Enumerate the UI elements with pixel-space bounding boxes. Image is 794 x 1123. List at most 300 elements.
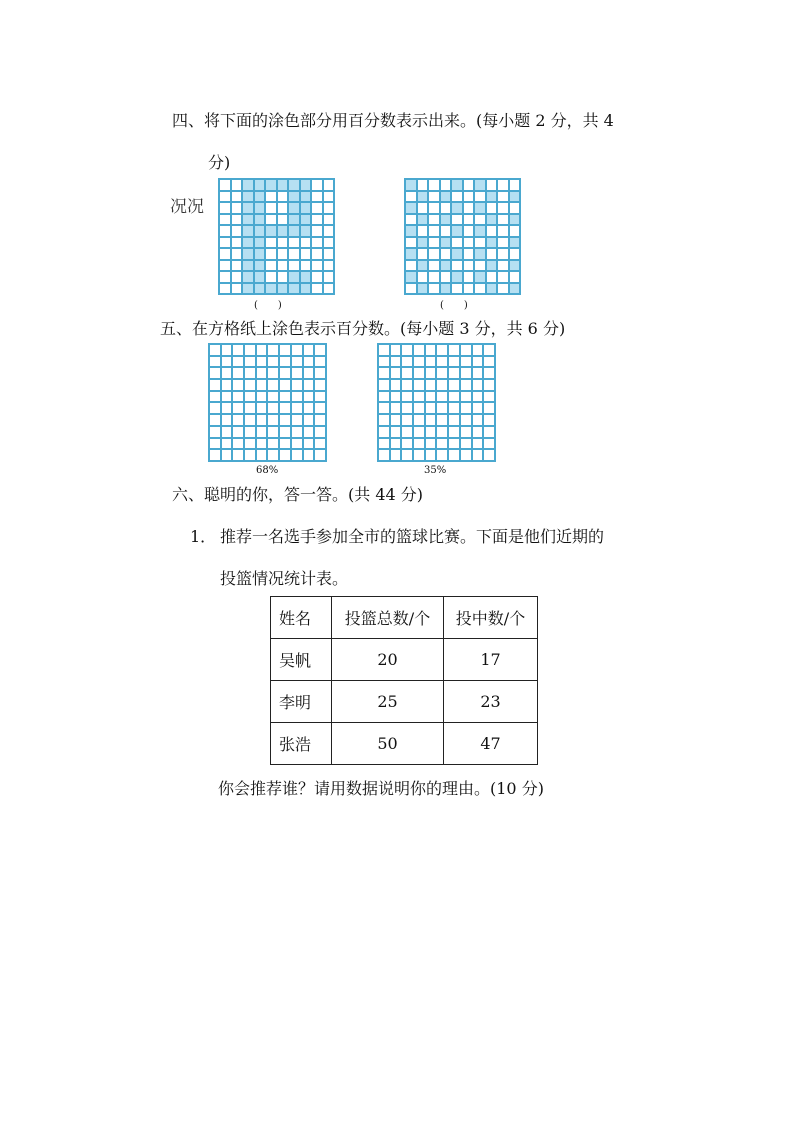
grid-cell (509, 260, 521, 272)
grid-cell (300, 202, 312, 214)
grid-cell (425, 356, 437, 368)
grid-cell (291, 438, 303, 450)
grid-cell (232, 402, 244, 414)
grid-cell (483, 426, 495, 438)
grid-cell (256, 426, 268, 438)
grid-cell (314, 356, 326, 368)
grid-cell (242, 260, 254, 272)
grid-cell (428, 214, 440, 226)
grid-cell (232, 438, 244, 450)
table-cell-hits: 17 (444, 639, 538, 681)
grid-cell (256, 449, 268, 461)
grid-cell (219, 225, 231, 237)
grid-cell (254, 191, 266, 203)
grid-cell (436, 449, 448, 461)
table-row (271, 639, 538, 681)
grid-cell (483, 414, 495, 426)
grid-cell (288, 260, 300, 272)
grid-cell (460, 426, 472, 438)
shaded-grid-1 (218, 178, 335, 295)
grid-cell (401, 426, 413, 438)
grid-cell (221, 344, 233, 356)
grid-cell (219, 202, 231, 214)
grid-cell (314, 344, 326, 356)
grid-cell (472, 449, 484, 461)
grid-cell (244, 367, 256, 379)
grid-cell (428, 179, 440, 191)
grid-cell (436, 367, 448, 379)
grid-cell (436, 438, 448, 450)
grid-cell (291, 449, 303, 461)
table-cell-name: 李明 (271, 681, 332, 723)
grid-cell (232, 426, 244, 438)
table-cell-total: 50 (332, 723, 444, 765)
grid-cell (314, 449, 326, 461)
grid-cell (486, 260, 498, 272)
grid-cell (323, 271, 335, 283)
grid-cell (279, 356, 291, 368)
grid-cell (472, 379, 484, 391)
grid-cell (277, 214, 289, 226)
grid-cell (497, 260, 509, 272)
grid-cell (291, 344, 303, 356)
grid-cell (483, 356, 495, 368)
grid-cell (486, 202, 498, 214)
grid-cell (413, 379, 425, 391)
grid-cell (390, 344, 402, 356)
grid-cell (413, 344, 425, 356)
grid-cell (314, 402, 326, 414)
table-cell-hits: 47 (444, 723, 538, 765)
grid-cell (291, 391, 303, 403)
grid-cell (279, 426, 291, 438)
grid-cell (483, 438, 495, 450)
grid-cell (483, 344, 495, 356)
grid-cell (311, 179, 323, 191)
grid-cell (460, 379, 472, 391)
grid-cell (219, 214, 231, 226)
grid-cell (279, 438, 291, 450)
grid-cell (401, 379, 413, 391)
grid-cell (390, 449, 402, 461)
grid-cell (209, 402, 221, 414)
grid-cell (425, 414, 437, 426)
grid-cell (265, 179, 277, 191)
grid-cell (303, 449, 315, 461)
grid-cell (440, 214, 452, 226)
grid-cell (265, 225, 277, 237)
table-cell-name: 张浩 (271, 723, 332, 765)
grid-cell (448, 367, 460, 379)
answer-blank-1: ( ) (254, 300, 282, 311)
shaded-grid-2 (404, 178, 521, 295)
grid-cell (314, 391, 326, 403)
grid-cell (472, 356, 484, 368)
grid-cell (314, 438, 326, 450)
margin-note: 况况 (170, 197, 204, 217)
grid-cell (401, 414, 413, 426)
grid-cell (378, 414, 390, 426)
grid-cell (428, 191, 440, 203)
grid-cell (311, 237, 323, 249)
grid-cell (460, 356, 472, 368)
grid-cell (440, 271, 452, 283)
grid-cell (474, 214, 486, 226)
grid-cell (440, 225, 452, 237)
grid-cell (303, 391, 315, 403)
grid-cell (254, 237, 266, 249)
grid-cell (405, 191, 417, 203)
grid-cell (401, 449, 413, 461)
grid-cell (219, 191, 231, 203)
grid-cell (417, 225, 429, 237)
table-header-total: 投篮总数/个 (332, 597, 444, 639)
grid-cell (219, 271, 231, 283)
grid-cell (244, 402, 256, 414)
blank-grid-68[interactable] (208, 343, 327, 462)
table-cell-name: 吴帆 (271, 639, 332, 681)
grid-cell (242, 283, 254, 295)
grid-cell (300, 237, 312, 249)
grid-cell (288, 225, 300, 237)
grid-cell (413, 426, 425, 438)
grid-cell (314, 414, 326, 426)
grid-cell (311, 260, 323, 272)
grid-cell (451, 179, 463, 191)
grid-cell (448, 344, 460, 356)
grid-cell (440, 283, 452, 295)
grid-cell (244, 391, 256, 403)
grid-cell (413, 438, 425, 450)
table-header-name: 姓名 (271, 597, 332, 639)
grid-cell (413, 414, 425, 426)
grid-cell (254, 202, 266, 214)
grid-cell (232, 356, 244, 368)
grid-cell (425, 367, 437, 379)
table-header-hits: 投中数/个 (444, 597, 538, 639)
grid-cell (378, 344, 390, 356)
grid-cell (483, 449, 495, 461)
grid-cell (209, 426, 221, 438)
table-cell-total: 25 (332, 681, 444, 723)
grid-cell (460, 449, 472, 461)
grid-cell (378, 379, 390, 391)
grid-cell (323, 248, 335, 260)
grid-cell (428, 271, 440, 283)
grid-cell (509, 214, 521, 226)
grid-cell (440, 191, 452, 203)
grid-cell (303, 438, 315, 450)
section-5-title: 五、在方格纸上涂色表示百分数。(每小题 3 分，共 6 分) (160, 319, 566, 338)
grid-cell (451, 191, 463, 203)
grid-cell (303, 414, 315, 426)
grid-cell (390, 402, 402, 414)
grid-cell (254, 225, 266, 237)
grid-cell (425, 344, 437, 356)
grid-cell (244, 449, 256, 461)
grid-cell (425, 402, 437, 414)
grid-cell (378, 449, 390, 461)
grid-cell (486, 271, 498, 283)
grid-cell (413, 356, 425, 368)
grid-cell (460, 414, 472, 426)
grid-cell (509, 179, 521, 191)
grid-cell (417, 179, 429, 191)
grid-cell (483, 402, 495, 414)
grid-cell (277, 191, 289, 203)
grid-cell (221, 402, 233, 414)
grid-cell (323, 214, 335, 226)
grid-cell (428, 260, 440, 272)
grid-cell (460, 402, 472, 414)
grid-cell (451, 214, 463, 226)
grid-cell (221, 414, 233, 426)
grid-cell (279, 414, 291, 426)
grid-cell (497, 202, 509, 214)
grid-cell (425, 449, 437, 461)
grid-cell (242, 237, 254, 249)
table-cell-hits: 23 (444, 681, 538, 723)
grid-cell (291, 356, 303, 368)
grid-cell (231, 202, 243, 214)
grid-cell (209, 367, 221, 379)
grid-cell (425, 379, 437, 391)
grid-cell (232, 367, 244, 379)
grid-cell (390, 414, 402, 426)
question-1-text-continuation: 投篮情况统计表。 (220, 569, 349, 588)
grid-cell (267, 438, 279, 450)
grid-cell (279, 391, 291, 403)
grid-cell (219, 237, 231, 249)
grid-cell (265, 214, 277, 226)
grid-cell (242, 248, 254, 260)
grid-cell (378, 426, 390, 438)
grid-cell (267, 402, 279, 414)
grid-cell (460, 344, 472, 356)
grid-cell (232, 391, 244, 403)
grid-cell (256, 414, 268, 426)
grid-cell (486, 283, 498, 295)
grid-cell (231, 225, 243, 237)
grid-cell (425, 438, 437, 450)
grid-cell (300, 271, 312, 283)
grid-cell (291, 414, 303, 426)
grid-cell (486, 248, 498, 260)
grid-cell (221, 449, 233, 461)
grid-cell (267, 356, 279, 368)
grid-cell (265, 202, 277, 214)
grid-cell (323, 225, 335, 237)
question-1-prompt: 你会推荐谁？请用数据说明你的理由。(10 分) (218, 779, 544, 798)
grid-cell (291, 402, 303, 414)
grid-cell (425, 391, 437, 403)
grid-cell (483, 379, 495, 391)
grid-cell (311, 225, 323, 237)
grid-cell (221, 438, 233, 450)
grid-cell (323, 202, 335, 214)
grid-cell (323, 179, 335, 191)
grid-cell (417, 202, 429, 214)
grid-cell (401, 391, 413, 403)
grid-cell (463, 214, 475, 226)
grid-cell (463, 191, 475, 203)
grid-cell (472, 391, 484, 403)
section-6-title: 六、聪明的你，答一答。(共 44 分) (172, 485, 424, 504)
grid-cell (300, 179, 312, 191)
grid-cell (300, 214, 312, 226)
table-cell-total: 20 (332, 639, 444, 681)
grid-cell (378, 438, 390, 450)
grid-cell (405, 202, 417, 214)
grid-cell (256, 344, 268, 356)
grid-cell (405, 225, 417, 237)
grid-cell (486, 191, 498, 203)
grid-cell (417, 271, 429, 283)
grid-cell (378, 367, 390, 379)
grid-cell (460, 367, 472, 379)
grid-cell (232, 379, 244, 391)
grid-cell (267, 426, 279, 438)
grid-cell (277, 179, 289, 191)
grid-cell (303, 356, 315, 368)
grid-cell (405, 271, 417, 283)
grid-cell (436, 344, 448, 356)
grid-cell (390, 426, 402, 438)
grid-cell (405, 283, 417, 295)
grid-cell (231, 260, 243, 272)
grid-cell (244, 426, 256, 438)
grid-cell (451, 271, 463, 283)
grid-cell (509, 202, 521, 214)
grid-cell (219, 283, 231, 295)
grid-cell (265, 283, 277, 295)
grid-cell (209, 379, 221, 391)
grid-cell (291, 426, 303, 438)
grid-cell (265, 191, 277, 203)
grid-cell (451, 260, 463, 272)
grid-cell (405, 248, 417, 260)
grid-cell (463, 237, 475, 249)
table-header-row (271, 597, 538, 639)
table-row (271, 681, 538, 723)
grid-cell (417, 191, 429, 203)
grid-cell (267, 344, 279, 356)
grid-cell (267, 379, 279, 391)
grid-cell (254, 248, 266, 260)
table-row (271, 723, 538, 765)
grid-cell (474, 225, 486, 237)
grid-cell (448, 438, 460, 450)
grid-cell (288, 179, 300, 191)
grid-cell (256, 438, 268, 450)
grid-cell (448, 449, 460, 461)
grid-cell (463, 179, 475, 191)
grid-cell (244, 356, 256, 368)
grid-cell (303, 344, 315, 356)
grid-cell (440, 260, 452, 272)
grid-cell (405, 214, 417, 226)
grid-cell (413, 402, 425, 414)
grid-cell (509, 283, 521, 295)
grid-cell (303, 379, 315, 391)
grid-cell (401, 367, 413, 379)
grid-cell (279, 379, 291, 391)
blank-grid-35[interactable] (377, 343, 496, 462)
grid-cell (474, 179, 486, 191)
grid-cell (428, 248, 440, 260)
grid-cell (451, 237, 463, 249)
grid-cell (472, 367, 484, 379)
grid-cell (463, 225, 475, 237)
grid-cell (413, 391, 425, 403)
grid-cell (232, 344, 244, 356)
grid-cell (256, 367, 268, 379)
grid-cell (231, 191, 243, 203)
grid-cell (277, 237, 289, 249)
grid-cell (311, 214, 323, 226)
grid-cell (436, 402, 448, 414)
grid-cell (265, 271, 277, 283)
grid-cell (440, 248, 452, 260)
grid-cell (256, 402, 268, 414)
grid-cell (288, 271, 300, 283)
grid-cell (300, 260, 312, 272)
grid-cell (277, 271, 289, 283)
grid-cell (463, 248, 475, 260)
grid-cell (417, 248, 429, 260)
grid-cell (417, 237, 429, 249)
grid-cell (448, 379, 460, 391)
grid-cell (486, 214, 498, 226)
grid-cell (209, 449, 221, 461)
grid-cell (474, 202, 486, 214)
grid-cell (254, 179, 266, 191)
grid-cell (436, 414, 448, 426)
grid-cell (440, 179, 452, 191)
grid-cell (472, 438, 484, 450)
grid-cell (300, 248, 312, 260)
grid-cell (244, 414, 256, 426)
answer-blank-2: ( ) (440, 300, 468, 311)
grid-cell (242, 202, 254, 214)
grid-cell (221, 379, 233, 391)
grid-cell (509, 191, 521, 203)
grid-cell (474, 237, 486, 249)
grid-cell (242, 214, 254, 226)
grid-cell (221, 367, 233, 379)
grid-cell (232, 449, 244, 461)
grid-cell (474, 191, 486, 203)
grid-cell (242, 225, 254, 237)
grid-cell (267, 367, 279, 379)
grid-cell (256, 379, 268, 391)
grid-cell (267, 449, 279, 461)
grid-cell (311, 202, 323, 214)
grid-cell (497, 191, 509, 203)
grid-cell (288, 283, 300, 295)
grid-cell (497, 179, 509, 191)
grid-cell (209, 391, 221, 403)
grid-cell (401, 438, 413, 450)
grid-cell (311, 248, 323, 260)
grid-cell (474, 283, 486, 295)
grid-cell (232, 414, 244, 426)
grid-cell (288, 191, 300, 203)
grid-cell (231, 283, 243, 295)
grid-cell (460, 391, 472, 403)
grid-cell (254, 214, 266, 226)
grid-cell (277, 248, 289, 260)
